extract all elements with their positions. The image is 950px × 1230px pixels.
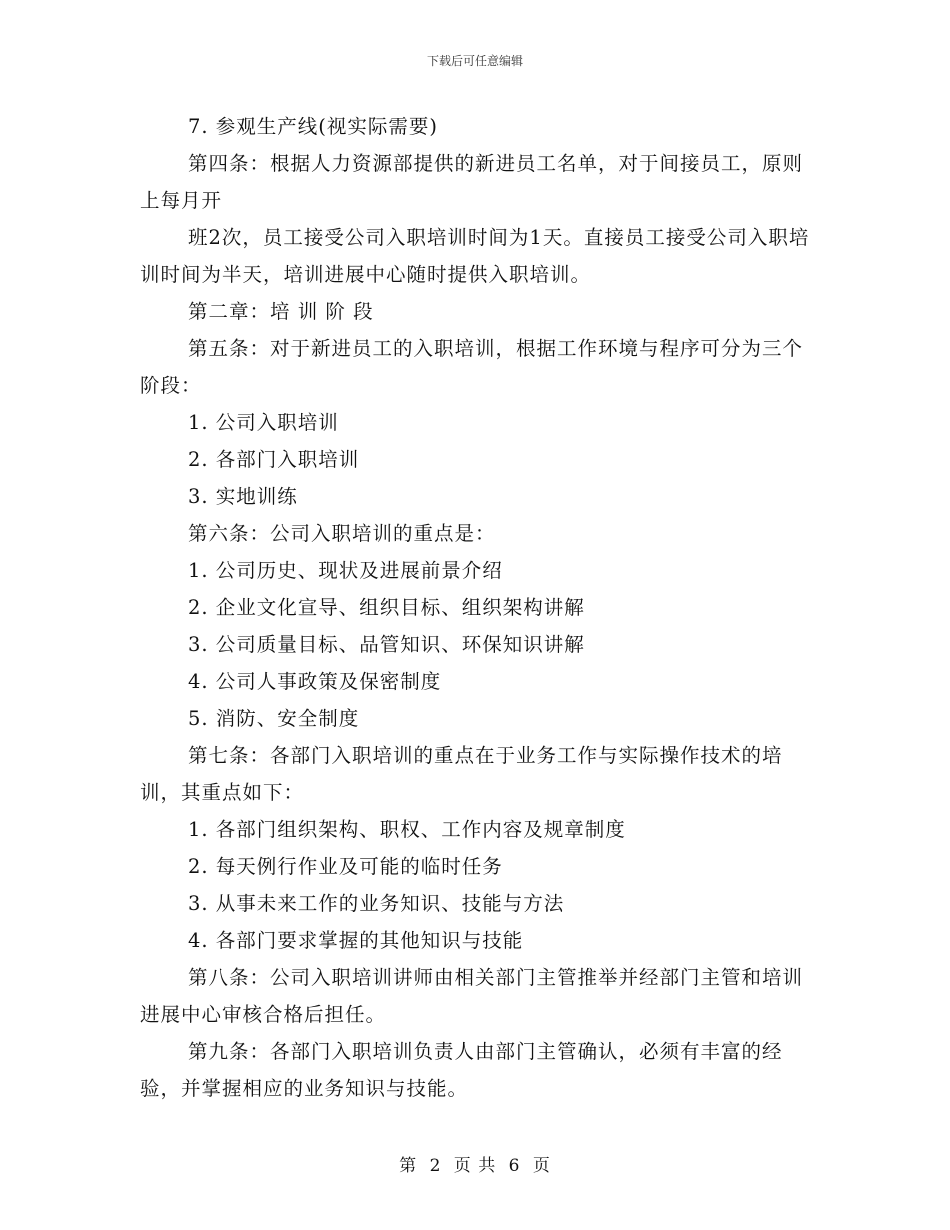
article-paragraph: 第九条：各部门入职培训负责人由部门主管确认，必须有丰富的经验，并掌握相应的业务知识与技能。 [140, 1040, 783, 1100]
article-paragraph: 第五条：对于新进员工的入职培训，根据工作环境与程序可分为三个阶段： [140, 337, 804, 397]
page-header [0, 53, 950, 69]
list-item: 1. 各部门组织架构、职权、工作内容及规章制度 [188, 818, 626, 841]
current-page-number: 2 [429, 1156, 442, 1176]
article-paragraph: 第四条：根据人力资源部提供的新进员工名单，对于间接员工，原则上每月开 [140, 152, 804, 212]
list-item: 4. 公司人事政策及保密制度 [188, 670, 442, 693]
article-paragraph: 班2次，员工接受公司入职培训时间为1天。直接员工接受公司入职培训时间为半天，培训进展中心随时提供入职培训。 [140, 226, 810, 286]
list-item: 1. 公司历史、现状及进展前景介绍 [188, 559, 503, 582]
article-paragraph: 第七条：各部门入职培训的重点在于业务工作与实际操作技术的培训，其重点如下： [140, 744, 783, 804]
page-footer [0, 1155, 950, 1177]
list-item: 3. 从事未来工作的业务知识、技能与方法 [188, 892, 565, 915]
list-item: 3. 公司质量目标、品管知识、环保知识讲解 [188, 633, 585, 656]
list-item: 2. 企业文化宣导、组织目标、组织架构讲解 [188, 596, 585, 619]
document-body [140, 108, 810, 1107]
list-item: 1. 公司入职培训 [188, 411, 339, 434]
list-item: 4. 各部门要求掌握的其他知识与技能 [188, 929, 524, 952]
article-paragraph: 第八条：公司入职培训讲师由相关部门主管推举并经部门主管和培训进展中心审核合格后担任。 [140, 966, 804, 1026]
list-item: 2. 每天例行作业及可能的临时任务 [188, 855, 503, 878]
list-item: 2. 各部门入职培训 [188, 448, 360, 471]
list-item: 7. 参观生产线(视实际需要) [188, 115, 439, 138]
article-paragraph: 第六条：公司入职培训的重点是： [188, 522, 496, 545]
list-item: 3. 实地训练 [188, 485, 298, 508]
footer-prefix: 第 [399, 1156, 418, 1176]
header-text: 下载后可任意编辑 [426, 54, 523, 68]
chapter-heading: 第二章：培 训 阶 段 [188, 300, 374, 323]
footer-suffix: 页 [532, 1156, 551, 1176]
total-pages-number: 6 [508, 1156, 521, 1176]
list-item: 5. 消防、安全制度 [188, 707, 360, 730]
footer-middle: 页 共 [453, 1156, 497, 1176]
